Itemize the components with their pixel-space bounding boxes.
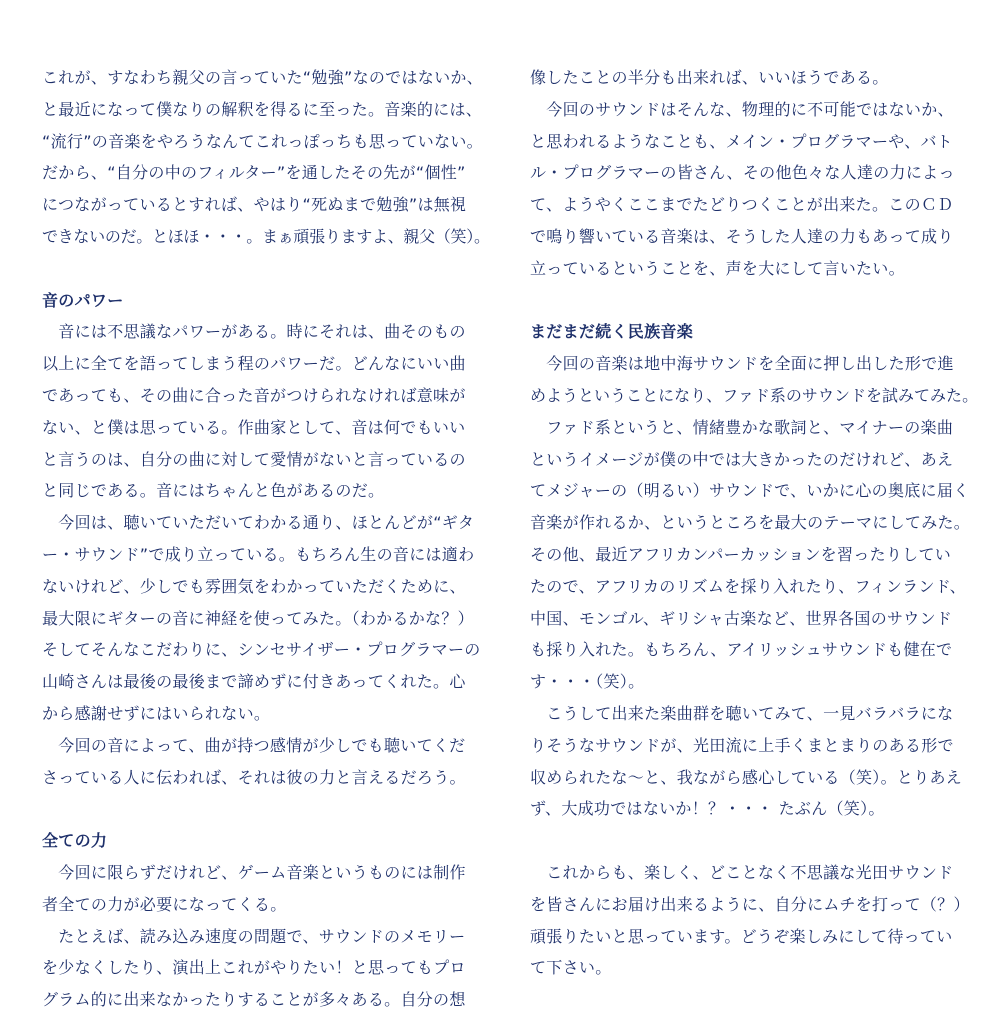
text-line: 今回のサウンドはそんな、物理的に不可能ではないか、 xyxy=(530,99,954,119)
text-line: も採り入れた。もちろん、アイリッシュサウンドも健在で xyxy=(530,640,953,660)
paragraph-spacer xyxy=(42,793,482,825)
text-line: そしてそんなこだわりに、シンセサイザー・プログラマーの xyxy=(42,640,481,660)
text-line: これが、すなわち親父の言っていた“勉強”なのではないか、 xyxy=(42,68,483,87)
text-line: 収められたな〜と、我ながら感心している（笑）。とりあえ xyxy=(530,767,963,787)
text-line: から感謝せずにはいられない。 xyxy=(42,703,271,723)
text-line: 今回は、聴いていただいてわかる通り、ほとんどが“ギタ xyxy=(42,513,475,533)
text-line: ない、と僕は思っている。作曲家として、音は何でもいい xyxy=(42,417,466,437)
text-line: と最近になって僕なりの解釈を得るに至った。音楽的には、 xyxy=(42,99,483,119)
text-line: りそうなサウンドが、光田流に上手くまとまりのある形で xyxy=(530,735,954,755)
text-line: を皆さんにお届け出来るように、自分にムチを打って（？） xyxy=(530,894,970,914)
text-line: 音には不思議なパワーがある。時にそれは、曲そのもの xyxy=(42,322,466,342)
text-line: さっている人に伝われば、それは彼の力と言えるだろう。 xyxy=(42,767,466,787)
left-column xyxy=(42,62,490,1016)
text-line: 立っているということを、声を大にして言いたい。 xyxy=(530,258,905,278)
text-line: て下さい。 xyxy=(530,958,612,978)
text-line: できないのだ。とほほ・・・。まぁ頑張りますよ、親父（笑）。 xyxy=(42,226,490,246)
text-line: 中国、モンゴル、ギリシャ古楽など、世界各国のサウンド xyxy=(530,608,953,628)
section-heading: 全ての力 xyxy=(42,831,108,851)
text-line: ー・サウンド”で成り立っている。もちろん生の音には適わ xyxy=(42,544,475,564)
text-line: であっても、その曲に合った音がつけられなければ意味が xyxy=(42,385,466,405)
text-line: こうして出来た楽曲群を聴いてみて、一見バラバラにな xyxy=(530,703,954,723)
text-line: てメジャーの（明るい）サウンドで、いかに心の奥底に届く xyxy=(530,481,970,501)
text-line: “流行”の音楽をやろうなんてこれっぽっちも思っていない。 xyxy=(42,131,483,151)
text-line: て、ようやくここまでたどりつくことが出来た。このＣＤ xyxy=(530,195,954,215)
text-line: と同じである。音にはちゃんと色があるのだ。 xyxy=(42,481,385,501)
text-line: ず、大成功ではないか！？・・・ たぶん（笑）。 xyxy=(530,799,885,819)
text-line: グラム的に出来なかったりすることが多々ある。自分の想 xyxy=(42,990,466,1010)
text-line: めようということになり、ファド系のサウンドを試みてみた。 xyxy=(530,385,979,405)
paragraph-spacer xyxy=(530,285,970,317)
text-line: を少なくしたり、演出上これがやりたい！と思ってもプロ xyxy=(42,958,466,978)
text-line: その他、最近アフリカンパーカッションを習ったりしてい xyxy=(530,544,952,564)
text-line: と言うのは、自分の曲に対して愛情がないと言っているの xyxy=(42,449,466,469)
text-line: で鳴り響いている音楽は、そうした人達の力もあって成り xyxy=(530,226,954,246)
text-line: 山崎さんは最後の最後まで諦めずに付きあってくれた。心 xyxy=(42,672,466,692)
text-line: たので、アフリカのリズムを採り入れたり、フィンランド、 xyxy=(530,576,966,596)
text-line: ル・プログラマーの皆さん、その他色々な人達の力によっ xyxy=(530,163,955,183)
text-line: ファド系というと、情緒豊かな歌詞と、マイナーの楽曲 xyxy=(530,417,954,437)
right-column xyxy=(530,62,979,984)
text-line: たとえば、読み込み速度の問題で、サウンドのメモリー xyxy=(42,926,466,946)
text-line: 以上に全てを語ってしまう程のパワーだ。どんなにいい曲 xyxy=(42,354,466,374)
text-line: 頑張りたいと思っています。どうぞ楽しみにして待ってい xyxy=(530,926,953,946)
text-line: 今回に限らずだけれど、ゲーム音楽というものには制作 xyxy=(42,862,466,882)
text-line: ないけれど、少しでも雰囲気をわかっていただくために、 xyxy=(42,576,466,596)
text-line: 今回の音によって、曲が持つ感情が少しでも聴いてくだ xyxy=(42,735,466,755)
section-heading: 音のパワー xyxy=(42,290,124,310)
text-line: 最大限にギターの音に神経を使ってみた。（わかるかな？） xyxy=(42,608,474,628)
text-line: と思われるようなことも、メイン・プログラマーや、バト xyxy=(530,131,953,151)
text-line: 像したことの半分も出来れば、いいほうである。 xyxy=(530,68,889,87)
text-line: 今回の音楽は地中海サウンドを全面に押し出した形で進 xyxy=(530,354,954,374)
text-line: というイメージが僕の中では大きかったのだけれど、あえ xyxy=(530,449,954,469)
paragraph-spacer xyxy=(42,253,482,285)
text-line: これからも、楽しく、どことなく不思議な光田サウンド xyxy=(530,862,954,882)
text-line: す・・・（笑）。 xyxy=(530,672,645,692)
section-heading: まだまだ続く民族音楽 xyxy=(530,322,694,342)
text-line: 者全ての力が必要になってくる。 xyxy=(42,894,287,914)
paragraph-spacer xyxy=(530,825,970,857)
text-line: につながっているとすれば、やはり“死ぬまで勉強”は無視 xyxy=(42,195,467,215)
text-line: 音楽が作れるか、というところを最大のテーマにしてみた。 xyxy=(530,513,971,533)
text-line: だから、“自分の中のフィルター”を通したその先が“個性” xyxy=(42,163,466,183)
